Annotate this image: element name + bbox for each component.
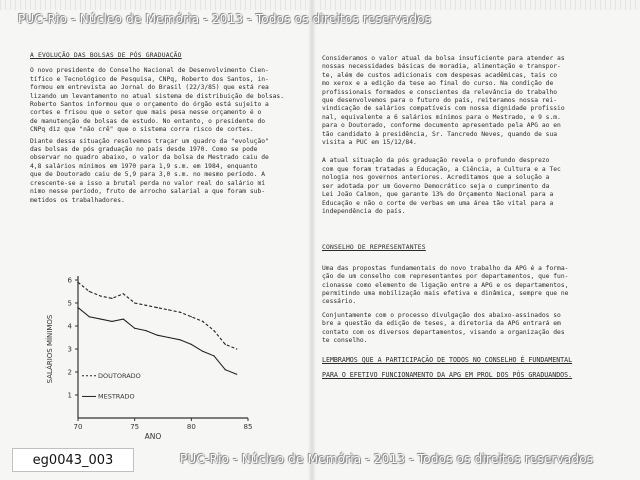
data-point (191, 344, 192, 345)
left-paragraph-3: Diante dessa situação resolvemos traçar um quadro da "evolução" das bolsas de pós graduação no país desde 1970. Como se pode observar no quadro abaixo, o valor da bolsa de Mestrado caiu de 4,8 salários mínimos em 1970 para 1,9 s.m. em 1984, enquanto que de Doutorado caiu de 5,9 para 3,0 s.m. no mesmo período. A crescente-se a isso a brutal perda no valor real do salário mí nimo nesse período, fruto de arrocho salarial a que foram sub- metidos os trabalhadores. (30, 137, 269, 204)
data-point (213, 355, 214, 356)
data-point (100, 319, 101, 320)
data-point (100, 296, 101, 297)
data-point (123, 293, 124, 294)
data-point (236, 348, 237, 349)
salary-chart (30, 268, 270, 443)
scanner-ruler (0, 0, 640, 10)
right-column (322, 55, 602, 383)
left-paragraph-2: Roberto Santos informou que o orçamento do órgão está sujeito a cortes e frisou que o setor que mais pesa nesse orçamento é o de manutenção de bolsas de estudo. No entanto, o presidente do CNPq diz que "não crê" que o sistema corra risco de cortes. (30, 101, 269, 134)
legend-label-doutorado: DOUTORADO (98, 371, 141, 380)
data-point (236, 374, 237, 375)
y-tick-label: 4 (67, 322, 72, 331)
data-point (123, 319, 124, 320)
section-heading-conselho: CONSELHO DE REPRESENTANTES (322, 244, 426, 252)
y-tick-label: 3 (67, 345, 72, 354)
series-line-mestrado (78, 308, 237, 375)
y-tick-label: 5 (67, 299, 72, 308)
y-tick-label: 6 (67, 276, 72, 285)
data-point (179, 312, 180, 313)
article-heading: A EVOLUÇÃO DAS BOLSAS DE PÓS GRADUAÇÃO (30, 52, 182, 59)
data-point (168, 337, 169, 338)
x-tick-label: 70 (73, 423, 83, 431)
legend-label-mestrado: MESTRADO (98, 392, 135, 401)
watermark-top: PUC-Rio - Núcleo de Memória - 2013 - Todos os direitos reservados (18, 12, 432, 26)
data-point (77, 307, 78, 308)
closing-statement: LEMBRAMOS QUE A PARTICIPAÇÃO DE TODOS NO CONSELHO É FUNDAMENTAL PARA O EFETIVO FUNCIONAMENTO DA APG EM PROL DOS PÓS GRADUANDOS. (322, 356, 573, 380)
y-axis-label: SALÁRIOS MÍNIMOS (46, 314, 54, 384)
right-paragraph-4: Conjuntamente com o processo divulgação dos abaixo-assinados so bre a questão da edição de teses, a diretoria da APG entrará em contato com os diversos departamentos, visando a organização des te conselho. (322, 311, 565, 344)
data-point (77, 282, 78, 283)
x-axis-label: ANO (144, 432, 162, 441)
watermark-bottom: PUC-Rio - Núcleo de Memória - 2013 - Todos os direitos reservados (180, 452, 594, 466)
data-point (145, 305, 146, 306)
data-point (168, 309, 169, 310)
right-paragraph-2: A atual situação da pós graduação revela o profundo desprezo com que foram tratadas a Educação, a Ciência, a Cultura e a Tec nologia nos governos anteriores. Acreditamos que a solução a ser adotada por um Governo Democrático seja o cumprimento da Lei João Calmon, que garante 13% do Orçamento Nacional para a Educação e não o corte de verbas em uma área tão vital para a independência do país. (322, 157, 561, 215)
data-point (111, 321, 112, 322)
series-line-doutorado (78, 282, 237, 349)
left-column (30, 52, 305, 205)
data-point (225, 369, 226, 370)
data-point (89, 316, 90, 317)
data-point (202, 351, 203, 352)
data-point (225, 344, 226, 345)
x-tick-label: 75 (130, 423, 140, 431)
data-point (157, 307, 158, 308)
data-point (89, 291, 90, 292)
right-paragraph-3: Uma das propostas fundamentais do novo trabalho da APG é a forma- ção de um conselho com representantes por departamentos, que fun- cionasse como elemento de ligação entre a APG e os departamentos, permitindo uma mobilização mais efetiva e dinâmica, sempre que ne cessário. (322, 264, 569, 306)
data-point (134, 302, 135, 303)
data-point (202, 321, 203, 322)
x-tick-label: 85 (243, 423, 253, 431)
x-tick-label: 80 (186, 423, 196, 431)
data-point (111, 298, 112, 299)
y-tick-label: 2 (67, 368, 72, 377)
right-paragraph-1: Consideramos o valor atual da bolsa insuficiente para atender as nossas necessidades básicas de moradia, alimentação e transpor- te, além de custos adicionais com despesas acadêmicas, tais co mo xerox e a edição da tese ao final do curso. Na condição de profissionais formados e conscientes da relevância do trabalho que desenvolvemos para o futuro do país, reiteramos nossa rei- vindicação de salários compatíveis com nossa dignidade profissio nal, equivalente a 6 salários mínimos para o Mestrado, e 9 s.m. para o Doutorado, conforme documento apresentado pela APG ao en tão candidato à presidência, Sr. Tancredo Neves, quando de sua visita a PUC em 15/12/84. (322, 55, 565, 147)
data-point (213, 330, 214, 331)
page-fold (308, 0, 316, 480)
left-paragraph-1: O novo presidente do Conselho Nacional de Desenvolvimento Cien- tífico e Tecnológico de Pesquisa, CNPq, Roberto dos Santos, in- formou em entrevista ao Jornal do Brasil (22/3/85) que está rea lizando um levantamento no atual sistema de distribuição de bolsas. (30, 67, 285, 100)
data-point (157, 335, 158, 336)
data-point (191, 316, 192, 317)
data-point (179, 339, 180, 340)
y-tick-label: 1 (67, 391, 72, 400)
document-id-label: eg0043_003 (12, 448, 134, 472)
data-point (134, 328, 135, 329)
data-point (145, 330, 146, 331)
